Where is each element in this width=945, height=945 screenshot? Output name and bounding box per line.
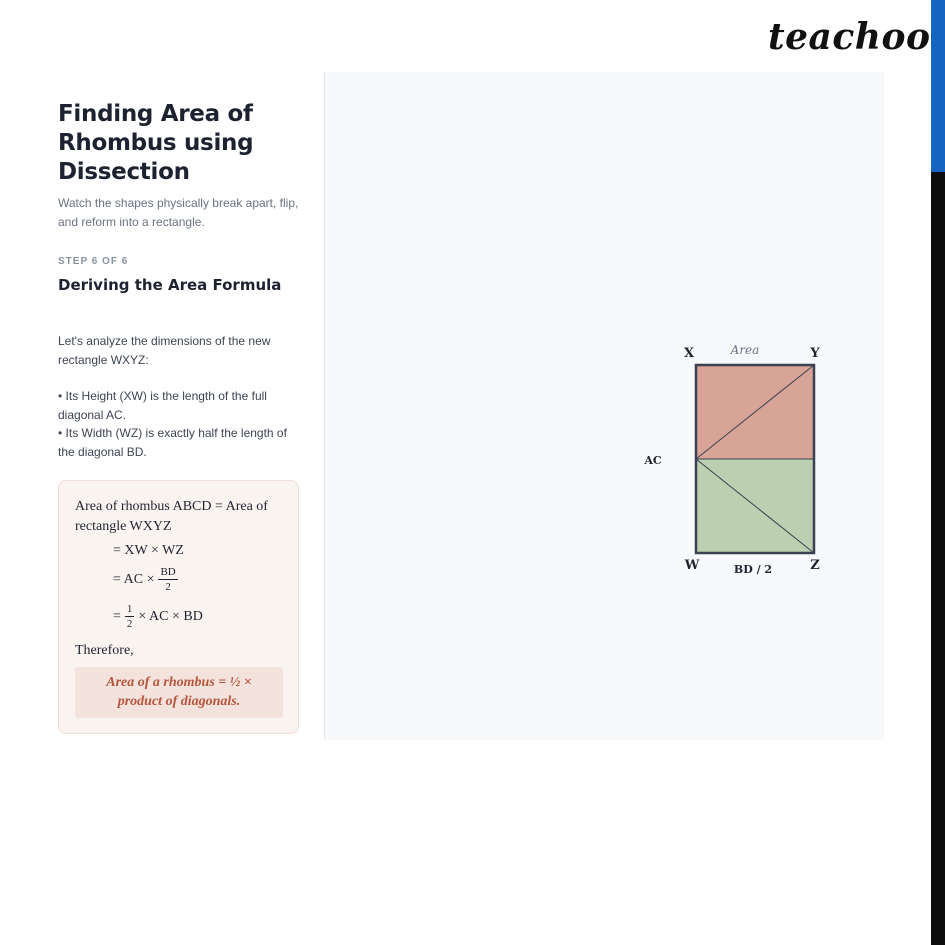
result-line-1: Area of a rhombus = ½ ×: [106, 675, 252, 690]
fraction-denominator: 2: [126, 618, 133, 630]
fraction-bd-over-2: [158, 566, 177, 593]
fraction-numerator: BD: [160, 566, 176, 578]
fraction-numerator: 1: [126, 603, 133, 615]
formula-intro: Area of rhombus ABCD = Area of rectangle WXYZ: [75, 499, 268, 534]
formula-box: [58, 480, 299, 734]
formula-step-1: [113, 543, 184, 559]
page-title: Finding Area of Rhombus using Dissection: [58, 101, 254, 185]
fraction-one-half: [125, 603, 135, 630]
rectangle-diagram: [325, 72, 884, 740]
area-label: Area: [730, 343, 760, 357]
lesson-card: [36, 72, 884, 740]
dimension-bullets: [58, 387, 298, 461]
diagram-canvas: [325, 72, 884, 740]
result-highlight: [75, 667, 283, 718]
analysis-intro: Let's analyze the dimensions of the new rectangle WXYZ:: [58, 334, 271, 367]
formula-step-3-suffix: × AC × BD: [138, 608, 203, 624]
formula-step-3-prefix: =: [113, 608, 121, 624]
teachoo-logo: teachoo: [768, 16, 931, 58]
page-subtitle: Watch the shapes physically break apart, flip, and reform into a rectangle.: [58, 196, 299, 229]
formula-step-2-prefix: = AC ×: [113, 571, 155, 587]
therefore-text: Therefore,: [75, 643, 134, 658]
step-title: Deriving the Area Formula: [58, 276, 282, 294]
vertex-w-label: W: [684, 558, 700, 573]
width-bd-half-label: BD / 2: [733, 563, 773, 576]
height-ac-label: AC: [644, 454, 662, 467]
formula-step-1-text: = XW × WZ: [113, 543, 184, 558]
right-edge-accent: [931, 0, 945, 172]
result-line-2: product of diagonals.: [117, 694, 241, 709]
vertex-y-label: Y: [810, 346, 820, 361]
fraction-denominator: 2: [165, 581, 171, 593]
formula-step-2: [113, 566, 182, 593]
height-bullet: • Its Height (XW) is the length of the full diagonal AC.: [58, 389, 267, 422]
lesson-sidebar: [36, 72, 325, 740]
step-indicator: STEP 6 OF 6: [58, 256, 129, 267]
vertex-x-label: X: [683, 346, 695, 361]
vertex-z-label: Z: [810, 558, 820, 573]
formula-step-3: [113, 603, 203, 630]
width-bullet: • Its Width (WZ) is exactly half the length of the diagonal BD.: [58, 426, 287, 459]
